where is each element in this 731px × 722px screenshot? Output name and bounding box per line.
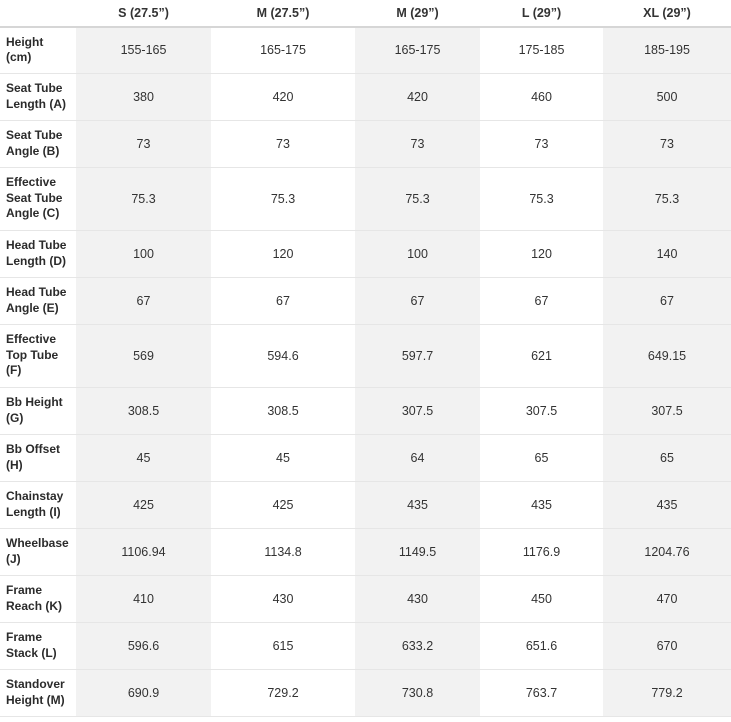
cell-value: 1149.5 [355, 528, 480, 575]
size-column-header: S (27.5”) [76, 0, 211, 27]
table-row [0, 481, 731, 528]
cell-value: 729.2 [211, 669, 355, 716]
cell-value: 651.6 [480, 622, 603, 669]
label-line: Height [6, 34, 44, 49]
cell-value: 100 [355, 230, 480, 277]
cell-value: 165-175 [355, 27, 480, 73]
label-line: (J) [6, 551, 21, 566]
row-label [0, 277, 76, 324]
cell-value: 67 [480, 277, 603, 324]
cell-value: 730.8 [355, 669, 480, 716]
cell-value: 75.3 [211, 167, 355, 230]
cell-value: 73 [480, 120, 603, 167]
cell-value: 435 [355, 481, 480, 528]
table-row [0, 528, 731, 575]
row-label [0, 73, 76, 120]
cell-value: 73 [603, 120, 731, 167]
cell-value: 450 [480, 575, 603, 622]
size-column-header: M (29”) [355, 0, 480, 27]
cell-value: 67 [76, 277, 211, 324]
cell-value: 75.3 [480, 167, 603, 230]
cell-value: 65 [480, 434, 603, 481]
cell-value: 307.5 [603, 387, 731, 434]
cell-value: 500 [603, 73, 731, 120]
cell-value: 308.5 [211, 387, 355, 434]
label-line: Seat Tube [6, 190, 63, 205]
cell-value: 67 [355, 277, 480, 324]
label-line: Height (M) [6, 692, 65, 707]
cell-value: 65 [603, 434, 731, 481]
label-line: Head Tube [6, 285, 67, 299]
geometry-body [0, 27, 731, 716]
cell-value: 597.7 [355, 324, 480, 387]
cell-value: 73 [355, 120, 480, 167]
cell-value: 165-175 [211, 27, 355, 73]
label-line: (F) [6, 363, 22, 378]
label-line: Effective [6, 332, 57, 347]
label-line: Standover [6, 677, 65, 691]
cell-value: 615 [211, 622, 355, 669]
label-line: (H) [6, 457, 23, 472]
cell-value: 1106.94 [76, 528, 211, 575]
cell-value: 75.3 [355, 167, 480, 230]
row-label [0, 324, 76, 387]
cell-value: 649.15 [603, 324, 731, 387]
cell-value: 73 [76, 120, 211, 167]
cell-value: 621 [480, 324, 603, 387]
cell-value: 594.6 [211, 324, 355, 387]
label-line: Seat Tube [6, 128, 63, 142]
cell-value: 64 [355, 434, 480, 481]
row-label [0, 27, 76, 73]
header-row [0, 0, 731, 27]
table-row [0, 434, 731, 481]
cell-value: 410 [76, 575, 211, 622]
cell-value: 569 [76, 324, 211, 387]
label-line: Length (A) [6, 96, 66, 111]
table-row [0, 387, 731, 434]
size-header [0, 0, 731, 27]
label-line: Stack (L) [6, 645, 57, 660]
row-label [0, 481, 76, 528]
cell-value: 633.2 [355, 622, 480, 669]
table-row [0, 167, 731, 230]
row-label [0, 167, 76, 230]
cell-value: 380 [76, 73, 211, 120]
cell-value: 100 [76, 230, 211, 277]
row-label [0, 575, 76, 622]
label-line: Angle (E) [6, 300, 59, 315]
cell-value: 73 [211, 120, 355, 167]
cell-value: 75.3 [603, 167, 731, 230]
cell-value: 430 [211, 575, 355, 622]
table-row [0, 230, 731, 277]
cell-value: 1176.9 [480, 528, 603, 575]
row-label [0, 230, 76, 277]
cell-value: 670 [603, 622, 731, 669]
row-label [0, 528, 76, 575]
cell-value: 430 [355, 575, 480, 622]
cell-value: 435 [603, 481, 731, 528]
cell-value: 425 [211, 481, 355, 528]
cell-value: 763.7 [480, 669, 603, 716]
cell-value: 1204.76 [603, 528, 731, 575]
cell-value: 435 [480, 481, 603, 528]
row-label [0, 120, 76, 167]
label-line: Top Tube [6, 347, 59, 362]
label-line: Reach (K) [6, 598, 63, 613]
cell-value: 308.5 [76, 387, 211, 434]
cell-value: 1134.8 [211, 528, 355, 575]
table-row [0, 27, 731, 73]
cell-value: 690.9 [76, 669, 211, 716]
cell-value: 45 [76, 434, 211, 481]
label-line: Angle (B) [6, 143, 60, 158]
cell-value: 155-165 [76, 27, 211, 73]
table-row [0, 324, 731, 387]
cell-value: 307.5 [480, 387, 603, 434]
label-line: (cm) [6, 50, 32, 65]
label-line: Frame [6, 583, 43, 597]
table-row [0, 120, 731, 167]
cell-value: 470 [603, 575, 731, 622]
cell-value: 75.3 [76, 167, 211, 230]
cell-value: 120 [480, 230, 603, 277]
label-line: Frame [6, 630, 43, 644]
label-line: Angle (C) [6, 206, 60, 221]
label-line: Length (I) [6, 504, 61, 519]
size-column-header: M (27.5”) [211, 0, 355, 27]
label-line: Head Tube [6, 238, 67, 252]
cell-value: 67 [603, 277, 731, 324]
label-line: Length (D) [6, 253, 66, 268]
row-label [0, 622, 76, 669]
cell-value: 140 [603, 230, 731, 277]
cell-value: 120 [211, 230, 355, 277]
cell-value: 425 [76, 481, 211, 528]
label-line: Bb Offset [6, 442, 60, 456]
table-row [0, 669, 731, 716]
cell-value: 185-195 [603, 27, 731, 73]
row-label [0, 434, 76, 481]
table-row [0, 277, 731, 324]
table-row [0, 73, 731, 120]
row-label [0, 387, 76, 434]
label-line: Bb Height [6, 395, 63, 409]
cell-value: 307.5 [355, 387, 480, 434]
size-column-header: XL (29”) [603, 0, 731, 27]
cell-value: 460 [480, 73, 603, 120]
table-row [0, 622, 731, 669]
label-line: Chainstay [6, 489, 64, 503]
label-line: (G) [6, 410, 24, 425]
row-label [0, 669, 76, 716]
label-line: Seat Tube [6, 81, 63, 95]
cell-value: 779.2 [603, 669, 731, 716]
cell-value: 67 [211, 277, 355, 324]
label-line: Wheelbase [6, 536, 69, 550]
cell-value: 420 [211, 73, 355, 120]
cell-value: 420 [355, 73, 480, 120]
header-corner [0, 0, 76, 27]
cell-value: 596.6 [76, 622, 211, 669]
cell-value: 175-185 [480, 27, 603, 73]
label-line: Effective [6, 175, 57, 190]
size-column-header: L (29”) [480, 0, 603, 27]
table-row [0, 575, 731, 622]
cell-value: 45 [211, 434, 355, 481]
